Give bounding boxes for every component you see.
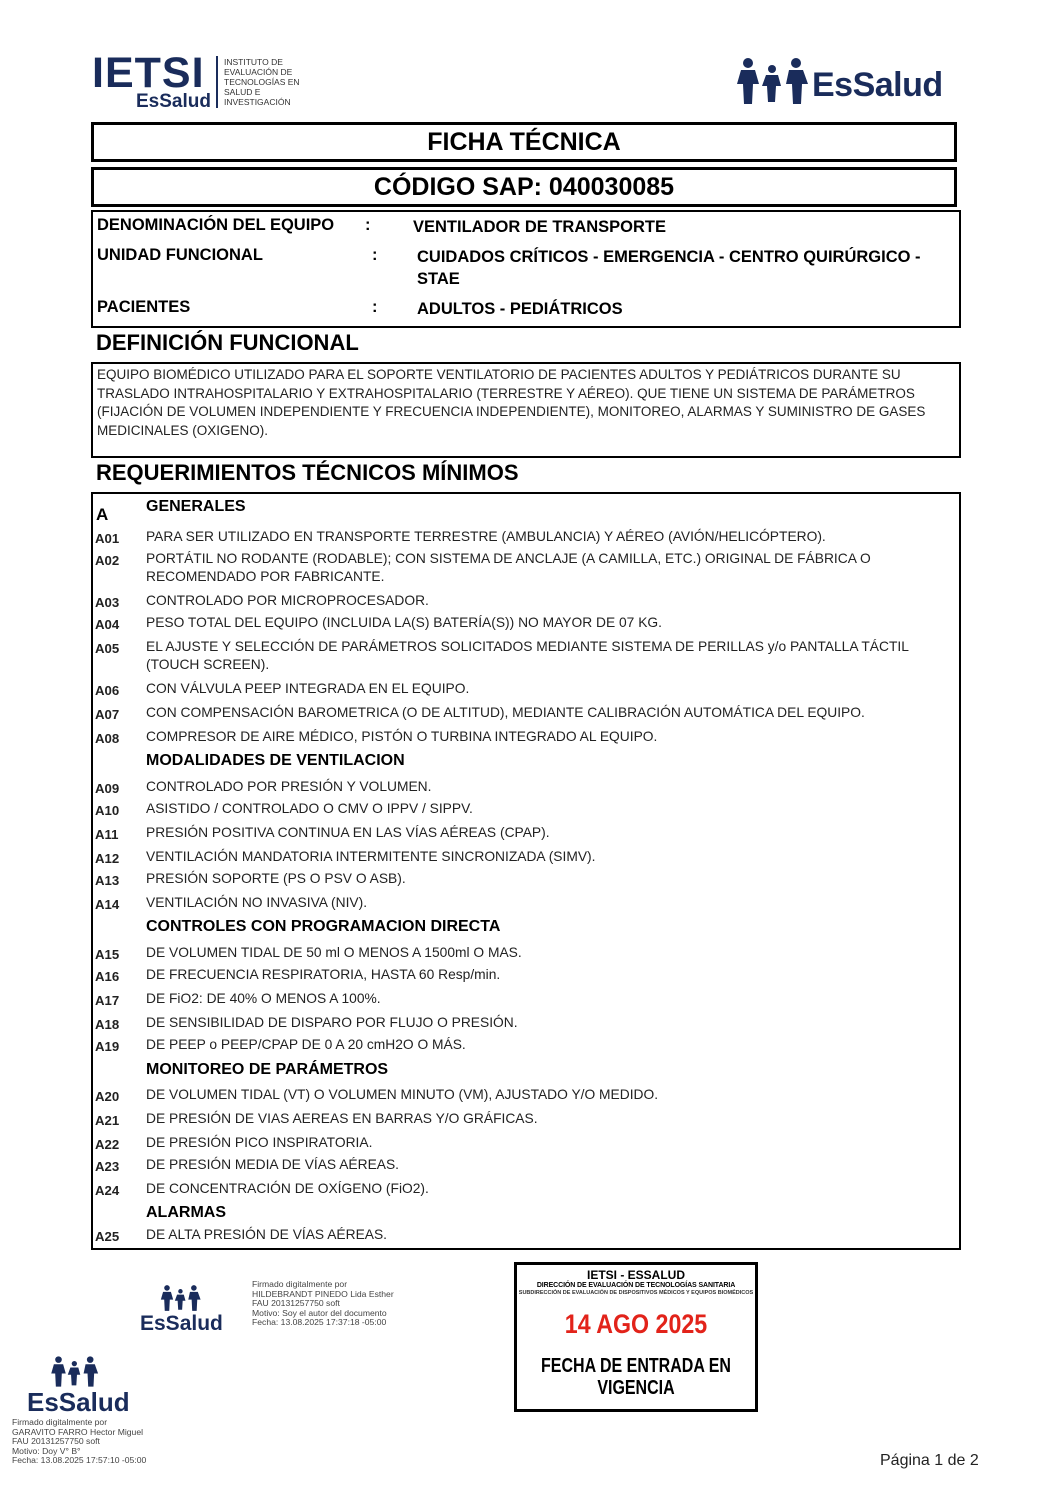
requirement-code: A09 (95, 781, 120, 796)
requirement-code: A14 (95, 897, 120, 912)
requirement-code: A15 (95, 947, 120, 962)
title-ficha-tecnica: FICHA TÉCNICA (91, 122, 957, 162)
requirements-section-heading: ALARMAS (146, 1204, 226, 1221)
requirement-code: A20 (95, 1089, 120, 1104)
requirement-code: A10 (95, 803, 120, 818)
requirement-code: A22 (95, 1137, 120, 1152)
requirement-text: PRESIÓN SOPORTE (PS O PSV O ASB). (146, 871, 406, 886)
stamp-direction: DIRECCIÓN DE EVALUACIÓN DE TECNOLOGÍAS SANITARIA (536, 1282, 736, 1289)
requirement-text: DE ALTA PRESIÓN DE VÍAS AÉREAS. (146, 1227, 388, 1242)
requirement-code: A04 (95, 617, 120, 632)
requirement-text: PRESIÓN POSITIVA CONTINUA EN LAS VÍAS AÉREAS (CPAP). (146, 825, 550, 840)
id-label: PACIENTES (97, 298, 191, 316)
requirement-text: DE SENSIBILIDAD DE DISPARO POR FLUJO O PRESIÓN. (146, 1015, 518, 1030)
requirement-code: A06 (95, 683, 120, 698)
id-colon: : (372, 298, 378, 316)
section-title-requerimientos: REQUERIMIENTOS TÉCNICOS MÍNIMOS (96, 460, 519, 485)
ietsi-logo-sub: EsSalud (136, 91, 211, 112)
identification-box (91, 210, 961, 328)
essalud-logo-word: EsSalud (812, 66, 943, 104)
requirement-text: VENTILACIÓN NO INVASIVA (NIV). (146, 895, 368, 910)
ietsi-logo-divider (216, 56, 218, 108)
requirement-text: ASISTIDO / CONTROLADO O CMV O IPPV / SIPPV. (146, 801, 473, 816)
requirement-text: EL AJUSTE Y SELECCIÓN DE PARÁMETROS SOLICITADOS MEDIANTE SISTEMA DE PERILLAS y/o PANTALLA TÁCTIL (TOUCH SCREEN). (146, 639, 909, 672)
requirement-text: CONTROLADO POR MICROPROCESADOR. (146, 593, 429, 608)
stamp-footer: FECHA DE ENTRADA EN VIGENCIA (541, 1355, 731, 1399)
requirement-code: A12 (95, 851, 120, 866)
id-value: VENTILADOR DE TRANSPORTE (413, 218, 667, 236)
essalud-family-icon (50, 1355, 100, 1388)
id-value: CUIDADOS CRÍTICOS - EMERGENCIA - CENTRO QUIRÚRGICO - STAE (417, 248, 921, 288)
requirement-text: DE PRESIÓN MEDIA DE VÍAS AÉREAS. (146, 1157, 400, 1172)
definicion-text: EQUIPO BIOMÉDICO UTILIZADO PARA EL SOPORTE VENTILATORIO DE PACIENTES ADULTOS Y PEDIÁTRICOS DURANTE SU TRASLADO INTRAHOSPITALARIO Y EXTRAHOSPITALARIO (TERRESTRE Y AÉREO). QUE TIENE UN SISTEMA DE PARÁMETROS (FIJACIÓN DE VOLUMEN INDEPENDIENTE Y FRECUENCIA INDEPENDIENTE), MONITOREO, ALARMAS Y SUMINISTRO DE GASES MEDICINALES (OXIGENO). (91, 362, 961, 458)
page-number: Página 1 de 2 (880, 1452, 979, 1469)
requirement-code: A21 (95, 1113, 120, 1128)
stamp-date: 14 AGO 2025 (564, 1309, 708, 1339)
essalud-family-icon (736, 56, 810, 106)
requirement-code: A02 (95, 553, 120, 568)
id-colon: : (365, 216, 371, 234)
requirement-text: DE VOLUMEN TIDAL (VT) O VOLUMEN MINUTO (VM), AJUSTADO Y/O MEDIDO. (146, 1087, 659, 1102)
requirement-text: DE PEEP o PEEP/CPAP DE 0 A 20 cmH2O O MÁS. (146, 1037, 466, 1052)
requirement-code: A11 (95, 827, 119, 842)
requirement-code: A19 (95, 1039, 120, 1054)
signature-1-text: Firmado digitalmente por HILDEBRANDT PINEDO Lida Esther FAU 20131257750 soft Motivo: Soy el autor del documento Fecha: 13.08.2025 17:37:18 -05:00 (252, 1279, 394, 1327)
requirement-code: A01 (95, 531, 120, 546)
id-value: ADULTOS - PEDIÁTRICOS (417, 300, 623, 318)
id-label: DENOMINACIÓN DEL EQUIPO (97, 216, 335, 234)
validity-stamp (514, 1262, 758, 1412)
requirement-text: CON VÁLVULA PEEP INTEGRADA EN EL EQUIPO. (146, 681, 470, 696)
requirement-code: A23 (95, 1159, 120, 1174)
requirement-text: PORTÁTIL NO RODANTE (RODABLE); CON SISTEMA DE ANCLAJE (A CAMILLA, ETC.) ORIGINAL DE FÁBRICA O RECOMENDADO POR FABRICANTE. (146, 551, 871, 584)
requirement-text: CON COMPENSACIÓN BAROMETRICA (O DE ALTITUD), MEDIANTE CALIBRACIÓN AUTOMÁTICA DEL EQUIPO. (146, 705, 865, 720)
requirement-code: A13 (95, 873, 120, 888)
ietsi-logo-word: IETSI (92, 49, 205, 97)
requirements-section-heading: MONITOREO DE PARÁMETROS (146, 1061, 389, 1078)
requirement-text: DE PRESIÓN DE VIAS AEREAS EN BARRAS Y/O GRÁFICAS. (146, 1111, 538, 1126)
group-letter: A (96, 505, 109, 524)
id-label: UNIDAD FUNCIONAL (97, 246, 263, 264)
requirement-text: COMPRESOR DE AIRE MÉDICO, PISTÓN O TURBINA INTEGRADO AL EQUIPO. (146, 729, 658, 744)
signature-2-text: Firmado digitalmente por GARAVITO FARRO Hector Miguel FAU 20131257750 soft Motivo: Doy V° B° Fecha: 13.08.2025 17:57:10 -05:00 (12, 1417, 147, 1465)
requirement-code: A18 (95, 1017, 120, 1032)
requirement-text: VENTILACIÓN MANDATORIA INTERMITENTE SINCRONIZADA (SIMV). (146, 849, 596, 864)
section-title-definicion: DEFINICIÓN FUNCIONAL (96, 330, 359, 355)
signature-1-logo-word: EsSalud (140, 1312, 223, 1335)
requirement-text: CONTROLADO POR PRESIÓN Y VOLUMEN. (146, 779, 432, 794)
title-codigo-sap: CÓDIGO SAP: 040030085 (91, 167, 957, 207)
stamp-title: IETSI - ESSALUD (586, 1268, 685, 1282)
requirement-text: DE VOLUMEN TIDAL DE 50 ml O MENOS A 1500ml O MAS. (146, 945, 522, 960)
signature-2-logo-word: EsSalud (27, 1387, 130, 1417)
requirement-code: A17 (95, 993, 120, 1008)
id-colon: : (372, 246, 378, 264)
requirement-code: A07 (95, 707, 120, 722)
requirement-text: PARA SER UTILIZADO EN TRANSPORTE TERRESTRE (AMBULANCIA) Y AÉREO (AVIÓN/HELICÓPTERO). (146, 529, 826, 544)
requirements-section-heading: CONTROLES CON PROGRAMACION DIRECTA (146, 918, 501, 935)
requirements-section-heading: GENERALES (146, 498, 246, 515)
requirements-section-heading: MODALIDADES DE VENTILACION (146, 752, 405, 769)
requirement-text: DE PRESIÓN PICO INSPIRATORIA. (146, 1135, 373, 1150)
requirement-code: A16 (95, 969, 120, 984)
requirements-box (91, 492, 961, 1250)
requirement-code: A05 (95, 641, 120, 656)
requirement-code: A03 (95, 595, 120, 610)
requirement-text: DE CONCENTRACIÓN DE OXÍGENO (FiO2). (146, 1181, 429, 1196)
essalud-family-icon (160, 1284, 202, 1312)
ietsi-institute-name: INSTITUTO DE EVALUACIÓN DE TECNOLOGÍAS EN SALUD E INVESTIGACIÓN (224, 57, 300, 107)
requirement-text: DE FiO2: DE 40% O MENOS A 100%. (146, 991, 381, 1006)
requirement-code: A08 (95, 731, 120, 746)
requirement-text: DE FRECUENCIA RESPIRATORIA, HASTA 60 Resp/min. (146, 967, 501, 982)
requirement-code: A25 (95, 1229, 120, 1244)
requirement-code: A24 (95, 1183, 120, 1198)
stamp-subdirection: SUBDIRECCIÓN DE EVALUACIÓN DE DISPOSITIVOS MÉDICOS Y EQUIPOS BIOMÉDICOS (518, 1290, 754, 1296)
requirement-text: PESO TOTAL DEL EQUIPO (INCLUIDA LA(S) BATERÍA(S)) NO MAYOR DE 07 KG. (146, 615, 662, 630)
